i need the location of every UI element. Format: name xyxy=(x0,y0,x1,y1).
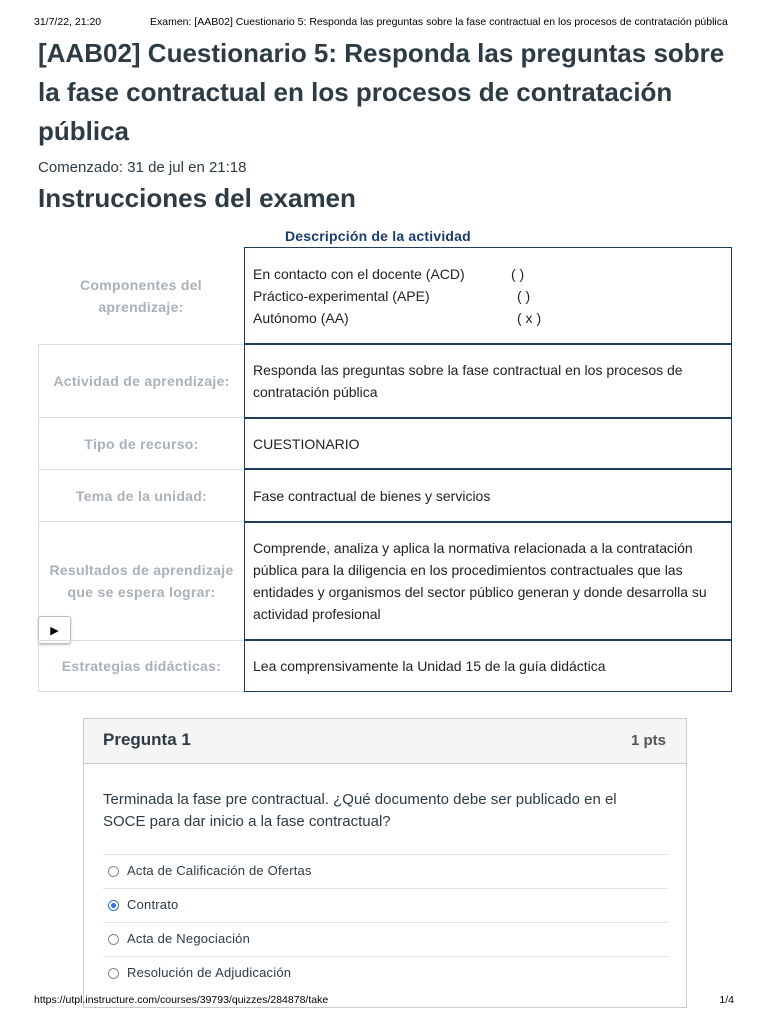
strategies-value: Lea comprensivamente la Unidad 15 de la guía didáctica xyxy=(244,640,732,692)
theme-label: Tema de la unidad: xyxy=(38,469,244,522)
component-ape xyxy=(253,285,723,307)
results-value: Comprende, analiza y aplica la normativa relacionada a la contratación pública para la diligencia en los procedimientos contractuales que las entidades y organismos del sector público generan y donde desarrolla su actividad profesional xyxy=(244,522,732,640)
answer-label[interactable]: Contrato xyxy=(127,897,179,912)
components-value xyxy=(244,247,732,344)
question-name: Pregunta 1 xyxy=(103,730,191,749)
answer-option[interactable] xyxy=(103,854,668,888)
component-mark: ( ) xyxy=(511,265,525,282)
radio-button[interactable] xyxy=(108,866,119,877)
question-header xyxy=(84,719,686,764)
component-label: Autónomo (AA) xyxy=(253,309,349,326)
radio-button[interactable] xyxy=(108,968,119,979)
component-mark: ( x ) xyxy=(517,309,542,326)
quiz-title: [AAB02] Cuestionario 5: Responda las preguntas sobre la fase contractual en los procesos de contratación pública xyxy=(38,38,725,146)
answer-label[interactable]: Resolución de Adjudicación xyxy=(127,965,292,980)
radio-button-selected[interactable] xyxy=(108,900,119,911)
results-label: Resultados de aprendizaje que se espera lograr: xyxy=(38,522,244,640)
question-points: 1 pts xyxy=(630,732,666,749)
component-acd xyxy=(253,263,723,285)
answer-label[interactable]: Acta de Calificación de Ofertas xyxy=(127,863,312,878)
row-theme xyxy=(38,469,732,522)
print-url: https://utpl.instructure.com/courses/39793/quizzes/284878/take xyxy=(34,994,329,1006)
radio-button[interactable] xyxy=(108,934,119,945)
component-aa xyxy=(253,307,723,329)
row-results xyxy=(38,522,732,640)
answer-option[interactable] xyxy=(103,888,668,922)
question-text: Terminada la fase pre contractual. ¿Qué documento debe ser publicado en el SOCE para dar inicio a la fase contractual? xyxy=(103,791,617,830)
row-resource xyxy=(38,418,732,469)
instructions-title: Instrucciones del examen xyxy=(38,183,356,213)
activity-label: Actividad de aprendizaje: xyxy=(38,344,244,418)
play-icon: ▶ xyxy=(50,624,59,637)
table-caption: Descripción de la actividad xyxy=(285,228,471,244)
row-components xyxy=(38,247,732,344)
resource-label: Tipo de recurso: xyxy=(38,418,244,469)
component-label: Práctico-experimental (APE) xyxy=(253,287,430,304)
row-strategies xyxy=(38,640,732,692)
print-header xyxy=(34,16,734,30)
print-datetime: 31/7/22, 21:20 xyxy=(34,16,102,28)
answer-option[interactable] xyxy=(103,922,668,956)
answer-label[interactable]: Acta de Negociación xyxy=(127,931,251,946)
strategies-label: Estrategias didácticas: xyxy=(38,640,244,692)
quiz-started-time: Comenzado: 31 de jul en 21:18 xyxy=(38,159,247,176)
print-page-number: 1/4 xyxy=(719,994,734,1006)
question-1-card xyxy=(83,718,687,1008)
print-document-title: Examen: [AAB02] Cuestionario 5: Responda las preguntas sobre la fase contractual en los procesos de contratación pública xyxy=(150,16,728,28)
component-mark: ( ) xyxy=(517,287,531,304)
resource-value: CUESTIONARIO xyxy=(244,418,732,469)
print-footer xyxy=(34,994,734,1008)
component-label: En contacto con el docente (ACD) xyxy=(253,265,465,282)
answer-option[interactable] xyxy=(103,956,668,990)
theme-value: Fase contractual de bienes y servicios xyxy=(244,469,732,522)
row-activity xyxy=(38,344,732,418)
components-label: Componentes del aprendizaje: xyxy=(80,276,202,315)
activity-value: Responda las preguntas sobre la fase contractual en los procesos de contratación pública xyxy=(244,344,732,418)
